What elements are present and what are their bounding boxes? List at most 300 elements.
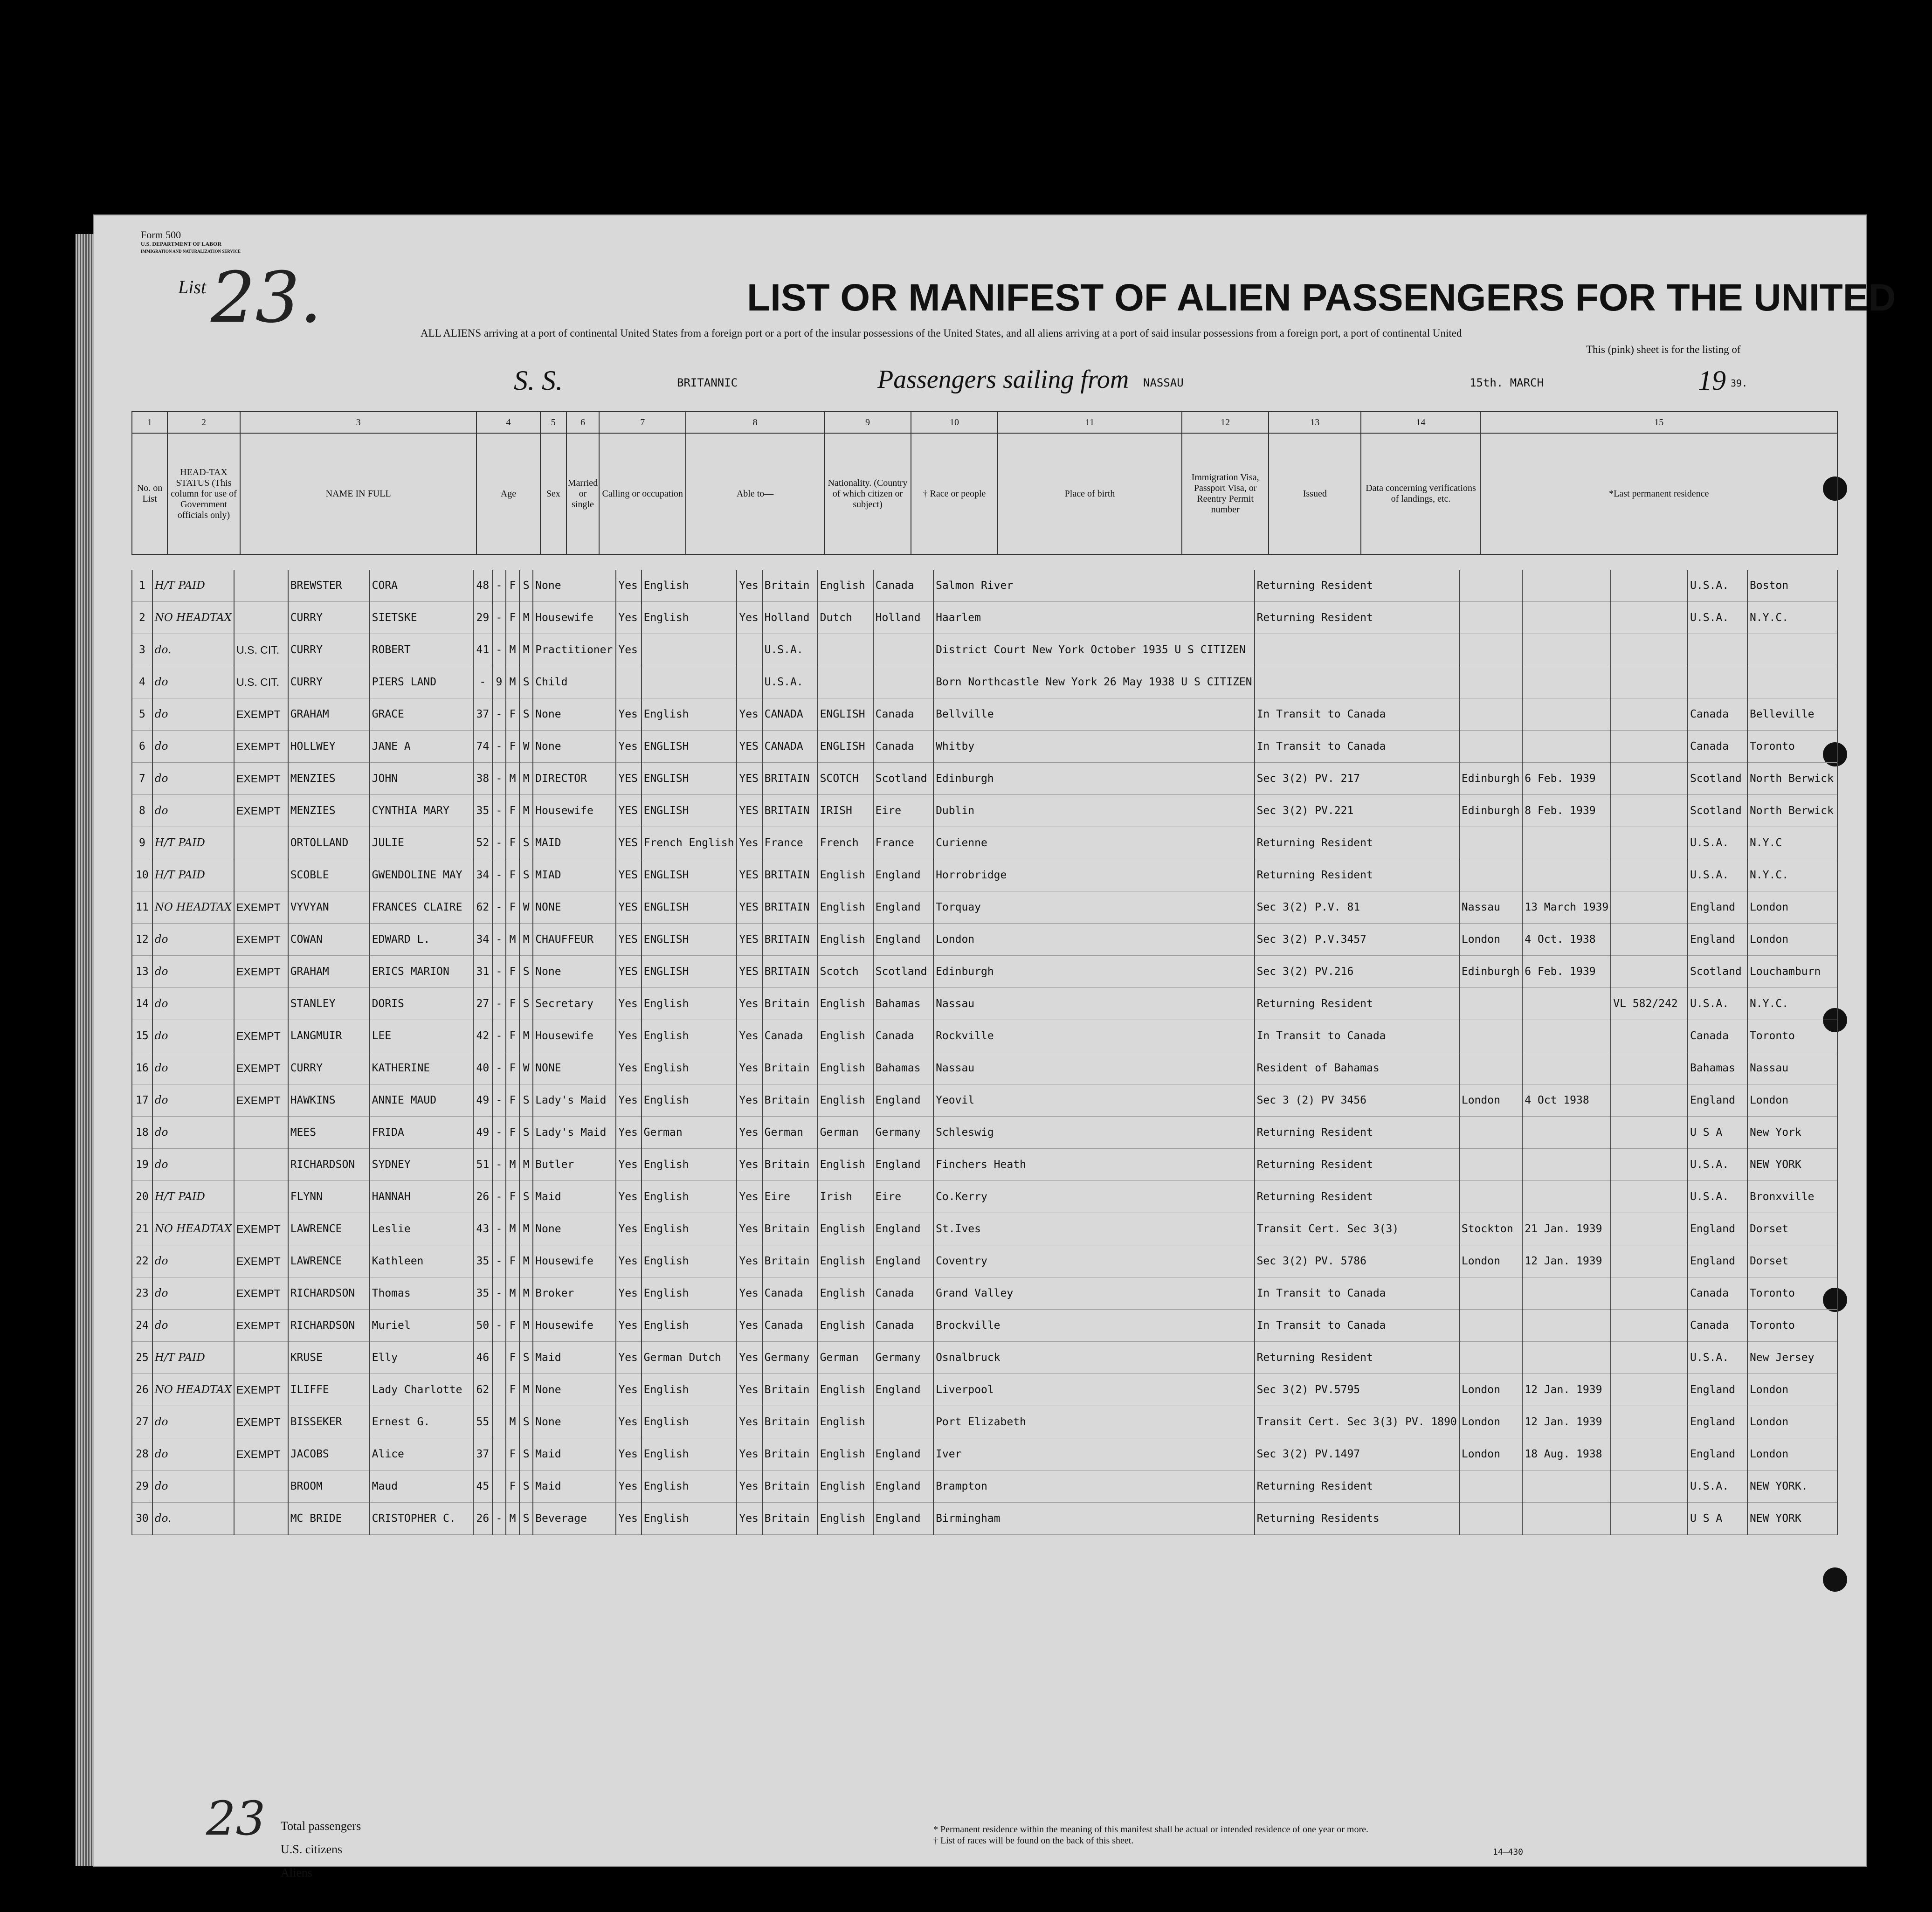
cell-idate xyxy=(1522,988,1611,1020)
cell-yrs: 26 xyxy=(473,1181,492,1213)
cell-mos xyxy=(492,1342,506,1374)
cell-write xyxy=(737,666,762,698)
cell-mos: - xyxy=(492,1310,506,1342)
cell-rcity: Dorset xyxy=(1747,1213,1837,1245)
cell-rcity: NEW YORK xyxy=(1747,1149,1837,1181)
cell-data xyxy=(1611,1277,1688,1310)
cell-bcity: Horrobridge xyxy=(933,859,1255,891)
cell-occ: Maid xyxy=(533,1181,616,1213)
cell-rcity: Nassau xyxy=(1747,1052,1837,1084)
cell-visa: Sec 3(2) PV.5795 xyxy=(1255,1374,1459,1406)
cell-rcountry: England xyxy=(1688,1438,1747,1470)
sailing-label: Passengers sailing from xyxy=(877,365,1129,394)
cell-idate: 6 Feb. 1939 xyxy=(1522,763,1611,795)
cell-ht: EXEMPT xyxy=(234,1438,288,1470)
cell-given: Alice xyxy=(370,1438,473,1470)
cell-ht xyxy=(234,1470,288,1503)
cell-iplace: London xyxy=(1459,1406,1522,1438)
cell-sex: F xyxy=(506,1020,519,1052)
cell-nat: Britain xyxy=(762,1149,818,1181)
cell-occ: None xyxy=(533,1406,616,1438)
cell-ms: S xyxy=(519,1406,533,1438)
cell-write: YES xyxy=(737,763,762,795)
cell-ht xyxy=(234,1149,288,1181)
cell-lang: ENGLISH xyxy=(642,891,737,924)
cell-idate: 12 Jan. 1939 xyxy=(1522,1245,1611,1277)
cell-write: Yes xyxy=(737,1052,762,1084)
cell-mos: - xyxy=(492,763,506,795)
cell-bcountry: England xyxy=(873,1149,933,1181)
cell-family: CURRY xyxy=(288,666,370,698)
cell-sex: M xyxy=(506,1406,519,1438)
cell-given: JOHN xyxy=(370,763,473,795)
cell-ht: U.S. CIT. xyxy=(234,634,288,666)
cell-bcountry: Canada xyxy=(873,570,933,602)
cell-occ: NONE xyxy=(533,891,616,924)
cell-idate xyxy=(1522,1310,1611,1342)
cell-visa: Transit Cert. Sec 3(3) xyxy=(1255,1213,1459,1245)
cell-mos: - xyxy=(492,634,506,666)
subtitle-2: This (pink) sheet is for the listing of xyxy=(1586,344,1741,355)
cell-data xyxy=(1611,1181,1688,1213)
cell-nat: Germany xyxy=(762,1342,818,1374)
cell-no: 24 xyxy=(132,1310,152,1342)
cell-read xyxy=(616,666,641,698)
table-row xyxy=(132,859,1837,891)
cell-given: SIETSKE xyxy=(370,602,473,634)
footnote-residence: * Permanent residence within the meaning of this manifest shall be actual or intended residence of one year or more. xyxy=(933,1824,1369,1835)
cell-race: Dutch xyxy=(818,602,873,634)
cell-occ: None xyxy=(533,698,616,731)
cell-race: ENGLISH xyxy=(818,698,873,731)
cell-rcity: Toronto xyxy=(1747,1310,1837,1342)
cell-bcity: Born Northcastle New York 26 May 1938 U S CITIZEN xyxy=(933,666,1255,698)
cell-race: IRISH xyxy=(818,795,873,827)
cell-family: GRAHAM xyxy=(288,956,370,988)
cell-lang: English xyxy=(642,1084,737,1117)
cell-visa: Returning Resident xyxy=(1255,827,1459,859)
cell-given: HANNAH xyxy=(370,1181,473,1213)
cell-read: Yes xyxy=(616,1020,641,1052)
cell-lang: ENGLISH xyxy=(642,859,737,891)
cell-rcity: NEW YORK. xyxy=(1747,1470,1837,1503)
cell-lang: English xyxy=(642,1181,737,1213)
cell-occ: MAID xyxy=(533,827,616,859)
cell-given: Lady Charlotte xyxy=(370,1374,473,1406)
cell-bcountry: England xyxy=(873,1438,933,1470)
cell-status: H/T PAID xyxy=(152,1181,234,1213)
cell-status: H/T PAID xyxy=(152,859,234,891)
table-row xyxy=(132,956,1837,988)
cell-visa: In Transit to Canada xyxy=(1255,1277,1459,1310)
cell-race: English xyxy=(818,1245,873,1277)
table-row xyxy=(132,1213,1837,1245)
cell-write: Yes xyxy=(737,1470,762,1503)
cell-rcity: N.Y.C. xyxy=(1747,859,1837,891)
cell-visa: Returning Resident xyxy=(1255,859,1459,891)
cell-occ: Maid xyxy=(533,1470,616,1503)
cell-lang: English xyxy=(642,1406,737,1438)
cell-write: Yes xyxy=(737,1020,762,1052)
cell-nat: Britain xyxy=(762,1245,818,1277)
cell-sex: M xyxy=(506,924,519,956)
cell-given: FRANCES CLAIRE xyxy=(370,891,473,924)
cell-yrs: 74 xyxy=(473,731,492,763)
cell-visa xyxy=(1255,634,1459,666)
cell-mos xyxy=(492,1438,506,1470)
cell-rcity xyxy=(1747,634,1837,666)
cell-family: HOLLWEY xyxy=(288,731,370,763)
cell-idate: 18 Aug. 1938 xyxy=(1522,1438,1611,1470)
cell-write: Yes xyxy=(737,1406,762,1438)
cell-write: YES xyxy=(737,859,762,891)
cell-yrs: 37 xyxy=(473,698,492,731)
cell-status: do xyxy=(152,988,234,1020)
cell-read: Yes xyxy=(616,1181,641,1213)
cell-lang: English xyxy=(642,1503,737,1535)
cell-no: 1 xyxy=(132,570,152,602)
cell-no: 7 xyxy=(132,763,152,795)
cell-ms: M xyxy=(519,795,533,827)
cell-idate xyxy=(1522,1052,1611,1084)
cell-read: Yes xyxy=(616,1342,641,1374)
cell-rcity: Dorset xyxy=(1747,1245,1837,1277)
cell-ms: S xyxy=(519,698,533,731)
cell-occ: Beverage xyxy=(533,1503,616,1535)
cell-bcountry: Canada xyxy=(873,1020,933,1052)
cell-occ: None xyxy=(533,570,616,602)
cell-occ: Housewife xyxy=(533,1020,616,1052)
cell-idate xyxy=(1522,859,1611,891)
cell-data xyxy=(1611,666,1688,698)
cell-given: ANNIE MAUD xyxy=(370,1084,473,1117)
cell-rcountry: Canada xyxy=(1688,698,1747,731)
cell-bcity: Schleswig xyxy=(933,1117,1255,1149)
cell-sex: F xyxy=(506,1470,519,1503)
cell-race: English xyxy=(818,891,873,924)
cell-lang: English xyxy=(642,570,737,602)
cell-ht: EXEMPT xyxy=(234,956,288,988)
cell-data xyxy=(1611,795,1688,827)
cell-family: GRAHAM xyxy=(288,698,370,731)
cell-family: CURRY xyxy=(288,602,370,634)
cell-sex: F xyxy=(506,1374,519,1406)
cell-read: Yes xyxy=(616,988,641,1020)
port-name: NASSAU xyxy=(1143,376,1184,389)
cell-bcountry: Scotland xyxy=(873,956,933,988)
cell-data xyxy=(1611,1117,1688,1149)
cell-family: VYVYAN xyxy=(288,891,370,924)
table-row xyxy=(132,891,1837,924)
cell-read: Yes xyxy=(616,1117,641,1149)
cell-status: do xyxy=(152,1020,234,1052)
cell-yrs: 48 xyxy=(473,570,492,602)
cell-iplace xyxy=(1459,1310,1522,1342)
cell-write: Yes xyxy=(737,602,762,634)
cell-no: 17 xyxy=(132,1084,152,1117)
cell-data xyxy=(1611,1310,1688,1342)
cell-visa: Sec 3(2) P.V.3457 xyxy=(1255,924,1459,956)
cell-rcountry: Canada xyxy=(1688,731,1747,763)
list-label: List xyxy=(178,276,207,297)
cell-visa: Sec 3(2) PV.221 xyxy=(1255,795,1459,827)
cell-read: Yes xyxy=(616,602,641,634)
cell-given: Kathleen xyxy=(370,1245,473,1277)
cell-iplace: Edinburgh xyxy=(1459,956,1522,988)
cell-yrs: 52 xyxy=(473,827,492,859)
cell-sex: M xyxy=(506,634,519,666)
cell-write: Yes xyxy=(737,1213,762,1245)
cell-rcountry: England xyxy=(1688,1406,1747,1438)
cell-visa: Returning Resident xyxy=(1255,1149,1459,1181)
cell-no: 28 xyxy=(132,1438,152,1470)
cell-write: Yes xyxy=(737,827,762,859)
table-row xyxy=(132,731,1837,763)
cell-iplace xyxy=(1459,731,1522,763)
cell-no: 27 xyxy=(132,1406,152,1438)
cell-rcity: London xyxy=(1747,1438,1837,1470)
cell-yrs: 35 xyxy=(473,795,492,827)
cell-visa: Returning Residents xyxy=(1255,1503,1459,1535)
cell-ms: W xyxy=(519,891,533,924)
cell-family: MENZIES xyxy=(288,763,370,795)
cell-yrs: 51 xyxy=(473,1149,492,1181)
cell-mos: - xyxy=(492,1181,506,1213)
cell-write: YES xyxy=(737,924,762,956)
cell-mos: - xyxy=(492,1245,506,1277)
cell-sex: M xyxy=(506,1149,519,1181)
cell-yrs: 50 xyxy=(473,1310,492,1342)
cell-data xyxy=(1611,891,1688,924)
cell-mos: - xyxy=(492,1213,506,1245)
cell-yrs: 40 xyxy=(473,1052,492,1084)
cell-family: KRUSE xyxy=(288,1342,370,1374)
cell-ht: U.S. CIT. xyxy=(234,666,288,698)
cell-nat: Britain xyxy=(762,988,818,1020)
cell-mos: - xyxy=(492,891,506,924)
subtitle: ALL ALIENS arriving at a port of continental United States from a foreign port or a port of the insular possessions of the United States, and all aliens arriving at a port of said insular possessions from a foreign port, a port of continental United xyxy=(421,327,1462,339)
cell-read: Yes xyxy=(616,698,641,731)
cell-bcountry: Eire xyxy=(873,1181,933,1213)
table-row xyxy=(132,1470,1837,1503)
cell-yrs: 45 xyxy=(473,1470,492,1503)
cell-mos: - xyxy=(492,827,506,859)
cell-given: ROBERT xyxy=(370,634,473,666)
cell-ms: M xyxy=(519,763,533,795)
cell-idate: 4 Oct 1938 xyxy=(1522,1084,1611,1117)
cell-ht xyxy=(234,570,288,602)
cell-idate xyxy=(1522,570,1611,602)
cell-rcountry: England xyxy=(1688,1245,1747,1277)
cell-given: KATHERINE xyxy=(370,1052,473,1084)
cell-bcity: Port Elizabeth xyxy=(933,1406,1255,1438)
cell-data xyxy=(1611,570,1688,602)
cell-family: CURRY xyxy=(288,1052,370,1084)
cell-rcity: Belleville xyxy=(1747,698,1837,731)
cell-bcity: St.Ives xyxy=(933,1213,1255,1245)
cell-no: 6 xyxy=(132,731,152,763)
cell-ht: EXEMPT xyxy=(234,1406,288,1438)
table-row xyxy=(132,1181,1837,1213)
cell-no: 9 xyxy=(132,827,152,859)
cell-iplace xyxy=(1459,988,1522,1020)
cell-race: Irish xyxy=(818,1181,873,1213)
cell-data: VL 582/242 xyxy=(1611,988,1688,1020)
year-prefix: 19 xyxy=(1698,365,1726,396)
cell-rcity: Bronxville xyxy=(1747,1181,1837,1213)
cell-rcountry: Canada xyxy=(1688,1277,1747,1310)
cell-bcity: Salmon River xyxy=(933,570,1255,602)
cell-nat: France xyxy=(762,827,818,859)
cell-rcountry: England xyxy=(1688,1374,1747,1406)
cell-bcountry: Germany xyxy=(873,1117,933,1149)
cell-lang: English xyxy=(642,1374,737,1406)
cell-bcity: Grand Valley xyxy=(933,1277,1255,1310)
cell-idate xyxy=(1522,731,1611,763)
cell-race: English xyxy=(818,1020,873,1052)
cell-given: JULIE xyxy=(370,827,473,859)
cell-visa xyxy=(1255,666,1459,698)
cell-read: YES xyxy=(616,859,641,891)
cell-iplace xyxy=(1459,570,1522,602)
cell-iplace: London xyxy=(1459,1438,1522,1470)
cell-rcity: N.Y.C. xyxy=(1747,602,1837,634)
cell-family: RICHARDSON xyxy=(288,1149,370,1181)
cell-idate xyxy=(1522,1117,1611,1149)
cell-bcity: District Court New York October 1935 U S CITIZEN xyxy=(933,634,1255,666)
cell-ms: S xyxy=(519,956,533,988)
cell-data xyxy=(1611,1438,1688,1470)
cell-ms: W xyxy=(519,1052,533,1084)
table-row xyxy=(132,1020,1837,1052)
cell-sex: F xyxy=(506,731,519,763)
cell-bcountry: England xyxy=(873,1503,933,1535)
cell-occ: CHAUFFEUR xyxy=(533,924,616,956)
cell-occ: Practitioner xyxy=(533,634,616,666)
cell-write: Yes xyxy=(737,1438,762,1470)
cell-ht: EXEMPT xyxy=(234,731,288,763)
cell-bcountry: England xyxy=(873,1213,933,1245)
cell-visa: Resident of Bahamas xyxy=(1255,1052,1459,1084)
cell-data xyxy=(1611,956,1688,988)
cell-bcity: Liverpool xyxy=(933,1374,1255,1406)
cell-sex: F xyxy=(506,1052,519,1084)
cell-status: do xyxy=(152,795,234,827)
footnote-races: † List of races will be found on the back of this sheet. xyxy=(933,1836,1134,1846)
cell-lang xyxy=(642,666,737,698)
cell-iplace xyxy=(1459,1181,1522,1213)
cell-idate: 4 Oct. 1938 xyxy=(1522,924,1611,956)
cell-read: Yes xyxy=(616,570,641,602)
cell-race: English xyxy=(818,1310,873,1342)
cell-ht xyxy=(234,602,288,634)
cell-ht: EXEMPT xyxy=(234,1020,288,1052)
cell-mos xyxy=(492,1374,506,1406)
cell-yrs: 35 xyxy=(473,1245,492,1277)
cell-read: Yes xyxy=(616,1310,641,1342)
cell-nat: Britain xyxy=(762,1374,818,1406)
cell-rcountry: U.S.A. xyxy=(1688,602,1747,634)
cell-iplace xyxy=(1459,666,1522,698)
cell-rcity: North Berwick xyxy=(1747,763,1837,795)
cell-read: YES xyxy=(616,763,641,795)
cell-rcountry: U.S.A. xyxy=(1688,1181,1747,1213)
table-row xyxy=(132,1084,1837,1117)
table-row xyxy=(132,763,1837,795)
cell-mos: - xyxy=(492,1277,506,1310)
cell-ms: M xyxy=(519,1310,533,1342)
cell-no: 20 xyxy=(132,1181,152,1213)
cell-mos: - xyxy=(492,1020,506,1052)
cell-nat: Britain xyxy=(762,570,818,602)
cell-data xyxy=(1611,1213,1688,1245)
cell-iplace xyxy=(1459,827,1522,859)
cell-occ: None xyxy=(533,1213,616,1245)
cell-sex: M xyxy=(506,1213,519,1245)
cell-bcountry: England xyxy=(873,1245,933,1277)
cell-given: Maud xyxy=(370,1470,473,1503)
cell-status: do. xyxy=(152,1503,234,1535)
cell-occ: Lady's Maid xyxy=(533,1084,616,1117)
cell-family: BREWSTER xyxy=(288,570,370,602)
cell-write: YES xyxy=(737,956,762,988)
cell-sex: M xyxy=(506,763,519,795)
cell-no: 4 xyxy=(132,666,152,698)
cell-ht: EXEMPT xyxy=(234,795,288,827)
cell-idate xyxy=(1522,1470,1611,1503)
cell-bcountry: England xyxy=(873,859,933,891)
cell-nat: Britain xyxy=(762,1470,818,1503)
cell-iplace: Edinburgh xyxy=(1459,795,1522,827)
cell-status: NO HEADTAX xyxy=(152,1213,234,1245)
passenger-table xyxy=(131,570,1838,1535)
cell-family: RICHARDSON xyxy=(288,1310,370,1342)
cell-data xyxy=(1611,1052,1688,1084)
cell-write: Yes xyxy=(737,1245,762,1277)
cell-status: do xyxy=(152,1084,234,1117)
cell-ms: S xyxy=(519,1084,533,1117)
cell-sex: F xyxy=(506,602,519,634)
cell-bcountry: Canada xyxy=(873,731,933,763)
cell-occ: Secretary xyxy=(533,988,616,1020)
cell-family: COWAN xyxy=(288,924,370,956)
cell-yrs: 62 xyxy=(473,1374,492,1406)
cell-bcountry: Bahamas xyxy=(873,1052,933,1084)
cell-data xyxy=(1611,1084,1688,1117)
cell-sex: F xyxy=(506,1438,519,1470)
manifest-sheet xyxy=(93,214,1896,1879)
cell-yrs: 42 xyxy=(473,1020,492,1052)
cell-ms: S xyxy=(519,1342,533,1374)
cell-lang: ENGLISH xyxy=(642,731,737,763)
cell-ms: S xyxy=(519,988,533,1020)
cell-ht xyxy=(234,827,288,859)
cell-read: Yes xyxy=(616,1149,641,1181)
cell-sex: F xyxy=(506,859,519,891)
cell-nat: CANADA xyxy=(762,698,818,731)
cell-occ: Housewife xyxy=(533,1245,616,1277)
cell-nat: Britain xyxy=(762,1084,818,1117)
cell-nat: Britain xyxy=(762,1213,818,1245)
cell-lang: English xyxy=(642,1245,737,1277)
cell-given: ERICS MARION xyxy=(370,956,473,988)
cell-race: English xyxy=(818,924,873,956)
table-row xyxy=(132,1245,1837,1277)
cell-visa: Returning Resident xyxy=(1255,570,1459,602)
cell-family: SCOBLE xyxy=(288,859,370,891)
cell-race: Scotch xyxy=(818,956,873,988)
cell-ms: S xyxy=(519,570,533,602)
